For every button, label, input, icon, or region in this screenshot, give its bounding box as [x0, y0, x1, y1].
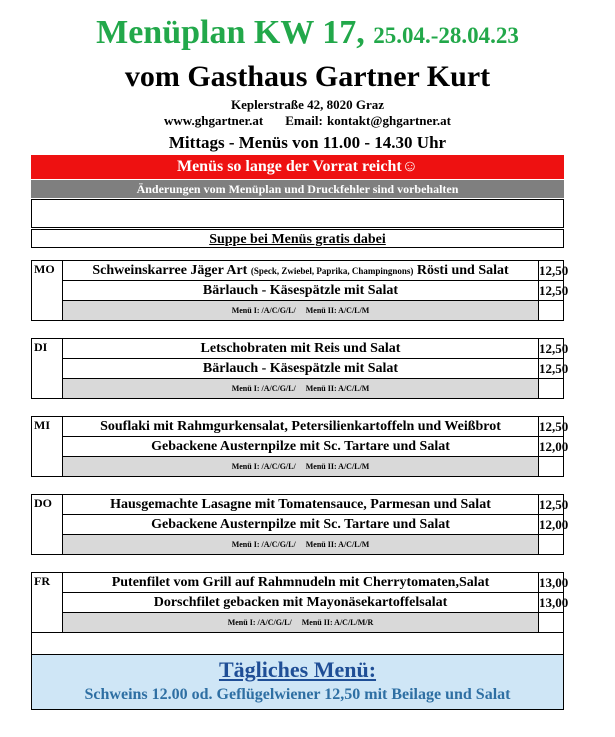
price-2: 12,50 [539, 281, 564, 301]
allergen-menu-1: Menü I: /A/C/G/L/ [231, 461, 296, 471]
spacer-row [31, 630, 564, 654]
allergen-menu-1: Menü I: /A/C/G/L/ [227, 617, 292, 627]
dish-tail: Rösti und Salat [416, 262, 509, 278]
title-dates: 25.04.-28.04.23 [373, 23, 519, 48]
soup-notice-text: Suppe bei Menüs gratis dabei [209, 232, 386, 247]
day-code: MO [32, 261, 63, 321]
menu-dish-1 [63, 261, 539, 281]
allergen-menu-1: Menü I: /A/C/G/L/ [231, 305, 296, 315]
price-empty [539, 535, 564, 555]
price-1: 12,50 [539, 339, 564, 359]
day-code: DI [32, 339, 63, 399]
price-2: 13,00 [539, 593, 564, 613]
allergen-menu-1: Menü I: /A/C/G/L/ [231, 539, 296, 549]
price-2: 12,50 [539, 359, 564, 379]
allergen-menu-2: Menü II: A/C/L/M [305, 461, 370, 471]
allergen-info [63, 301, 539, 321]
restaurant-name: vom Gasthaus Gartner Kurt [124, 60, 491, 93]
allergen-menu-2: Menü II: A/C/L/M [305, 383, 370, 393]
price-2: 12,00 [539, 437, 564, 457]
blank-row [31, 199, 564, 228]
menu-dish-2: Gebackene Austernpilze mit Sc. Tartare und Salat [63, 515, 539, 535]
day-code: FR [32, 573, 63, 633]
disclaimer-banner: Änderungen vom Menüplan und Druckfehler sind vorbehalten [31, 180, 564, 198]
allergen-menu-2: Menü II: A/C/L/M [305, 539, 370, 549]
menu-dish-1: Putenfilet vom Grill auf Rahmnudeln mit Cherrytomaten,Salat [63, 573, 539, 593]
allergen-info [63, 379, 539, 399]
price-empty [539, 379, 564, 399]
day-block-mi [31, 416, 569, 477]
price-1: 12,50 [539, 495, 564, 515]
day-block-mo [31, 260, 569, 321]
day-block-do [31, 494, 569, 555]
allergen-menu-1: Menü I: /A/C/G/L/ [231, 383, 296, 393]
menu-dish-1: Souflaki mit Rahmgurkensalat, Petersilienkartoffeln und Weißbrot [63, 417, 539, 437]
price-1: 12,50 [539, 417, 564, 437]
dish-note: (Speck, Zwiebel, Paprika, Champingnons) [250, 265, 414, 276]
contact-line [0, 113, 615, 129]
price-empty [539, 457, 564, 477]
price-2: 12,00 [539, 515, 564, 535]
daily-menu-box [31, 654, 564, 710]
day-code: MI [32, 417, 63, 477]
dish-main: Schweinskarree Jäger Art [92, 262, 248, 278]
website-link[interactable]: www.ghgartner.at [164, 113, 264, 128]
daily-menu-title: Tägliches Menü: [218, 657, 377, 682]
menu-dish-2: Bärlauch - Käsespätzle mit Salat [63, 281, 539, 301]
allergen-menu-2: Menü II: A/C/L/M [305, 305, 370, 315]
opening-hours: Mittags - Menüs von 11.00 - 14.30 Uhr [168, 133, 447, 152]
menu-dish-2: Bärlauch - Käsespätzle mit Salat [63, 359, 539, 379]
price-1: 12,50 [539, 261, 564, 281]
day-block-fr [31, 572, 569, 633]
day-code: DO [32, 495, 63, 555]
price-empty [539, 301, 564, 321]
address: Keplerstraße 42, 8020 Graz [230, 97, 385, 112]
stock-notice-banner: Menüs so lange der Vorrat reicht☺ [31, 155, 564, 179]
price-1: 13,00 [539, 573, 564, 593]
soup-notice [31, 229, 564, 248]
menu-dish-2: Gebackene Austernpilze mit Sc. Tartare und Salat [63, 437, 539, 457]
menu-dish-1: Letschobraten mit Reis und Salat [63, 339, 539, 359]
day-block-di [31, 338, 569, 399]
allergen-info [63, 535, 539, 555]
menu-dish-1: Hausgemachte Lasagne mit Tomatensauce, Parmesan und Salat [63, 495, 539, 515]
menu-dish-2: Dorschfilet gebacken mit Mayonäsekartoffelsalat [63, 593, 539, 613]
email-link[interactable]: Email: kontakt@ghgartner.at [285, 113, 451, 128]
title-main: Menüplan KW 17, [96, 14, 365, 51]
allergen-info [63, 457, 539, 477]
daily-menu-description: Schweins 12.00 od. Geflügelwiener 12,50 mit Beilage und Salat [84, 686, 511, 703]
allergen-menu-2: Menü II: A/C/L/M/R [301, 617, 374, 627]
page-title [0, 14, 615, 52]
